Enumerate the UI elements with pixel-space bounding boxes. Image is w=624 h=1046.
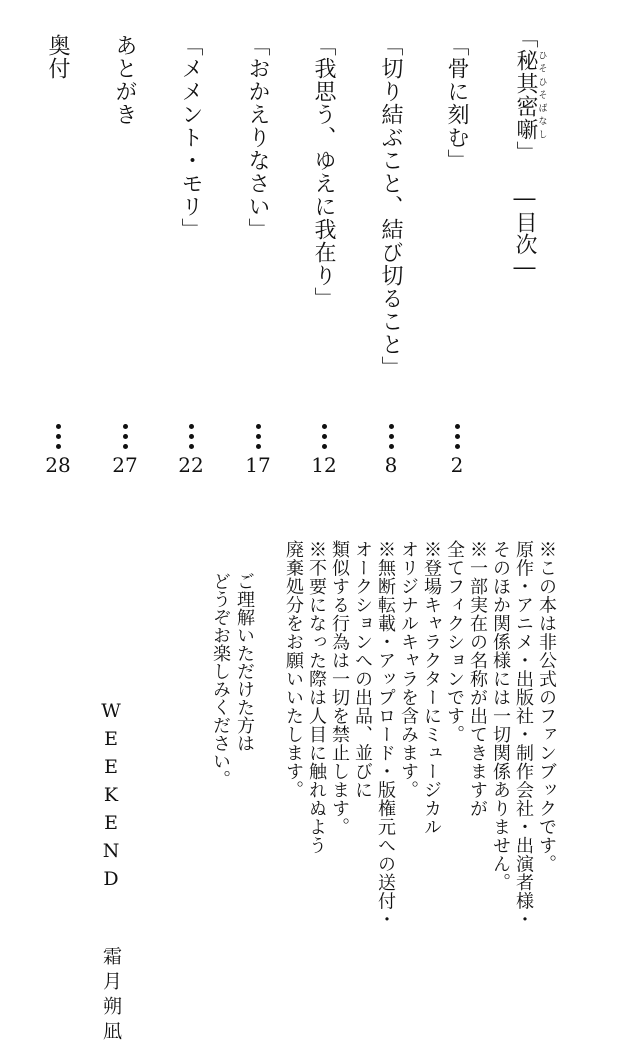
- toc-leader-5: [188, 424, 194, 449]
- circle-name: WEEKEND: [100, 700, 122, 896]
- closing-block: [208, 572, 256, 788]
- toc-entry-1-base: 秘其密噺: [513, 49, 538, 141]
- notice-line-10: 類似する行為は一切を禁止します。: [329, 540, 350, 836]
- toc-page-7: 28: [45, 453, 71, 477]
- toc-page-3: 12: [311, 453, 337, 477]
- notice-line-6: ※登場キャラクターにミュージカル: [421, 540, 442, 836]
- toc-page-2: 8: [384, 453, 398, 477]
- notice-line-11: ※不要になった際は人目に触れぬよう: [306, 540, 327, 855]
- notice-block: [282, 540, 558, 929]
- toc-page-1: 2: [450, 453, 464, 477]
- toc-page-4: 17: [245, 453, 271, 477]
- toc-entry-3[interactable]: 「切り結ぶこと、結び切ること」: [378, 34, 403, 379]
- toc-entry-1-ruby: [513, 49, 547, 141]
- notice-line-9: オークションへの出品、並びに: [352, 540, 373, 799]
- toc-entry-4[interactable]: 「我思う、ゆえに我在り」: [311, 34, 336, 310]
- toc-entry-1-reading: ひそひそばなし: [536, 49, 547, 141]
- toc-entry-7[interactable]: あとがき: [112, 34, 137, 126]
- notice-line-7: オリジナルキャラを含みます。: [398, 540, 419, 799]
- toc-entry-1-close: 」: [513, 141, 538, 164]
- toc-page-6: 27: [112, 453, 138, 477]
- toc-leader-4: [255, 424, 261, 449]
- notice-line-12: 廃棄処分をお願いいたします。: [283, 540, 304, 799]
- toc-leader-6: [122, 424, 128, 449]
- notice-line-2: 原作・アニメ・出版社・制作会社・出演者様・: [513, 540, 534, 929]
- toc-entry-1-open: 「: [513, 26, 538, 49]
- toc-entry-5[interactable]: 「おかえりなさい」: [245, 34, 270, 241]
- closing-line-2: どうぞお楽しみください。: [210, 572, 231, 788]
- toc-entry-6[interactable]: 「メメント・モリ」: [178, 34, 203, 241]
- notice-line-3: そのほか関係様には一切関係ありません。: [490, 540, 511, 892]
- closing-line-1: ご理解いただけた方は: [234, 572, 255, 752]
- toc-leader-7: [55, 424, 61, 449]
- toc-entry-1[interactable]: [514, 26, 547, 164]
- toc-entry-8[interactable]: 奥付: [45, 34, 70, 80]
- author-name: 霜月朔凪: [100, 946, 122, 1046]
- notice-line-1: ※この本は非公式のファンブックです。: [536, 540, 557, 873]
- author-spacer: [100, 896, 122, 946]
- toc-page-5: 22: [178, 453, 204, 477]
- toc-heading: ―目次―: [512, 186, 537, 280]
- notice-line-5: 全てフィクションです。: [444, 540, 465, 744]
- toc-leader-1: [454, 424, 460, 449]
- notice-line-8: ※無断転載・アップロード・版権元への送付・: [375, 540, 396, 929]
- author-credit: [101, 700, 120, 1046]
- toc-leader-3: [321, 424, 327, 449]
- notice-line-4: ※一部実在の名称が出てきますが: [467, 540, 488, 818]
- toc-leader-2: [388, 424, 394, 449]
- toc-entry-2[interactable]: 「骨に刻む」: [444, 34, 469, 172]
